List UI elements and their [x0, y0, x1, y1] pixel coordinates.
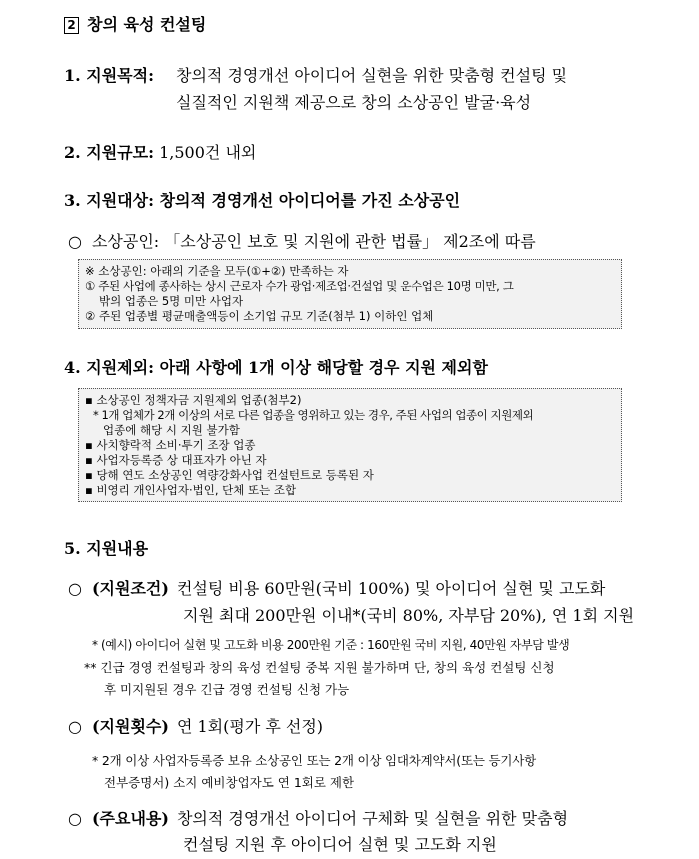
- scale-row: [64, 140, 256, 163]
- scale-value: 1,500건 내외: [159, 143, 257, 162]
- target-bullet-mark: ○: [68, 232, 82, 251]
- purpose-line2: 실질적인 지원책 제공으로 창의 소상공인 발굴·육성: [176, 93, 532, 112]
- exclusion-note1: * 1개 업체가 2개 이상의 서로 다른 업종을 영위하고 있는 경우, 주된 사업의 업종이 지원제외: [93, 408, 534, 422]
- content-heading: 5. 지원내용: [64, 539, 149, 558]
- count-note2: 전부증명서) 소지 예비창업자도 연 1회로 제한: [104, 775, 355, 790]
- main-line2: 컨설팅 지원 후 아이디어 실현 및 고도화 지원: [183, 835, 497, 854]
- target-bullet: [68, 229, 536, 252]
- exclusion-item4: ▪ 당해 연도 소상공인 역량강화사업 컨설턴트로 등록된 자: [85, 468, 374, 482]
- target-value: 창의적 경영개선 아이디어를 가진 소상공인: [159, 191, 461, 210]
- cond-note2a: ** 긴급 경영 컨설팅과 창의 육성 컨설팅 중복 지원 불가하며 단, 창의 육성 컨설팅 신청: [84, 660, 555, 675]
- cond-mark: ○: [68, 579, 82, 598]
- purpose-label: 1. 지원목적:: [64, 66, 155, 85]
- exclusion-item2: ▪ 사치향락적 소비·투기 조장 업종: [85, 438, 256, 452]
- target-note-box: [78, 259, 622, 329]
- count-note1: * 2개 이상 사업자등록증 보유 소상공인 또는 2개 이상 임대차계약서(또는 등기사항: [92, 753, 536, 768]
- target-note-line2: ① 주된 사업에 종사하는 상시 근로자 수가 광업·제조업·건설업 및 운수업은 10명 미만, 그: [85, 279, 514, 293]
- section-title-text: 창의 육성 컨설팅: [87, 15, 207, 34]
- target-note-line4: ② 주된 업종별 평균매출액등이 소기업 규모 기준(첨부 1) 이하인 업체: [85, 309, 434, 323]
- target-bullet-text: 소상공인: 「소상공인 보호 및 지원에 관한 법률」 제2조에 따름: [91, 232, 536, 251]
- main-label: (주요내용): [91, 809, 169, 828]
- main-line1: 창의적 경영개선 아이디어 구체화 및 실현을 위한 맞춤형: [176, 809, 569, 828]
- main-mark: ○: [68, 809, 82, 828]
- exclusion-box: [78, 388, 622, 502]
- count-row: [68, 714, 323, 737]
- exclusion-row: [64, 355, 488, 378]
- cond-line2: 지원 최대 200만원 이내*(국비 80%, 자부담 20%), 연 1회 지원: [183, 606, 635, 625]
- exclusion-item1: ▪ 소상공인 정책자금 지원제외 업종(첨부2): [85, 393, 302, 407]
- cond-line1-row: [68, 576, 605, 599]
- count-value: 연 1회(평가 후 선정): [176, 717, 324, 736]
- section-number: 2: [64, 17, 79, 34]
- cond-note1: * (예시) 아이디어 실현 및 고도화 비용 200만원 기준 : 160만원 국비 지원, 40만원 자부담 발생: [92, 638, 570, 652]
- exclusion-item3: ▪ 사업자등록증 상 대표자가 아닌 자: [85, 453, 267, 467]
- target-row: [64, 188, 460, 211]
- purpose-line1: 창의적 경영개선 아이디어 실현을 위한 맞춤형 컨설팅 및: [176, 66, 568, 85]
- count-mark: ○: [68, 717, 82, 736]
- scale-label: 2. 지원규모:: [64, 143, 155, 162]
- target-note-line3: 밖의 업종은 5명 미만 사업자: [99, 294, 244, 308]
- cond-label: (지원조건): [91, 579, 169, 598]
- count-label: (지원횟수): [91, 717, 169, 736]
- main-row: [68, 806, 568, 829]
- section-title: [64, 12, 206, 35]
- exclusion-item5: ▪ 비영리 개인사업자·법인, 단체 또는 조합: [85, 483, 297, 497]
- cond-line1: 컨설팅 비용 60만원(국비 100%) 및 아이디어 실현 및 고도화: [176, 579, 606, 598]
- target-note-line1: ※ 소상공인: 아래의 기준을 모두(①+②) 만족하는 자: [85, 264, 349, 278]
- exclusion-value: 아래 사항에 1개 이상 해당할 경우 지원 제외함: [159, 358, 488, 377]
- target-label: 3. 지원대상:: [64, 191, 155, 210]
- exclusion-note2: 업종에 해당 시 지원 불가함: [103, 423, 240, 437]
- exclusion-label: 4. 지원제외:: [64, 358, 155, 377]
- cond-note2b: 후 미지원된 경우 긴급 경영 컨설팅 신청 가능: [104, 682, 350, 697]
